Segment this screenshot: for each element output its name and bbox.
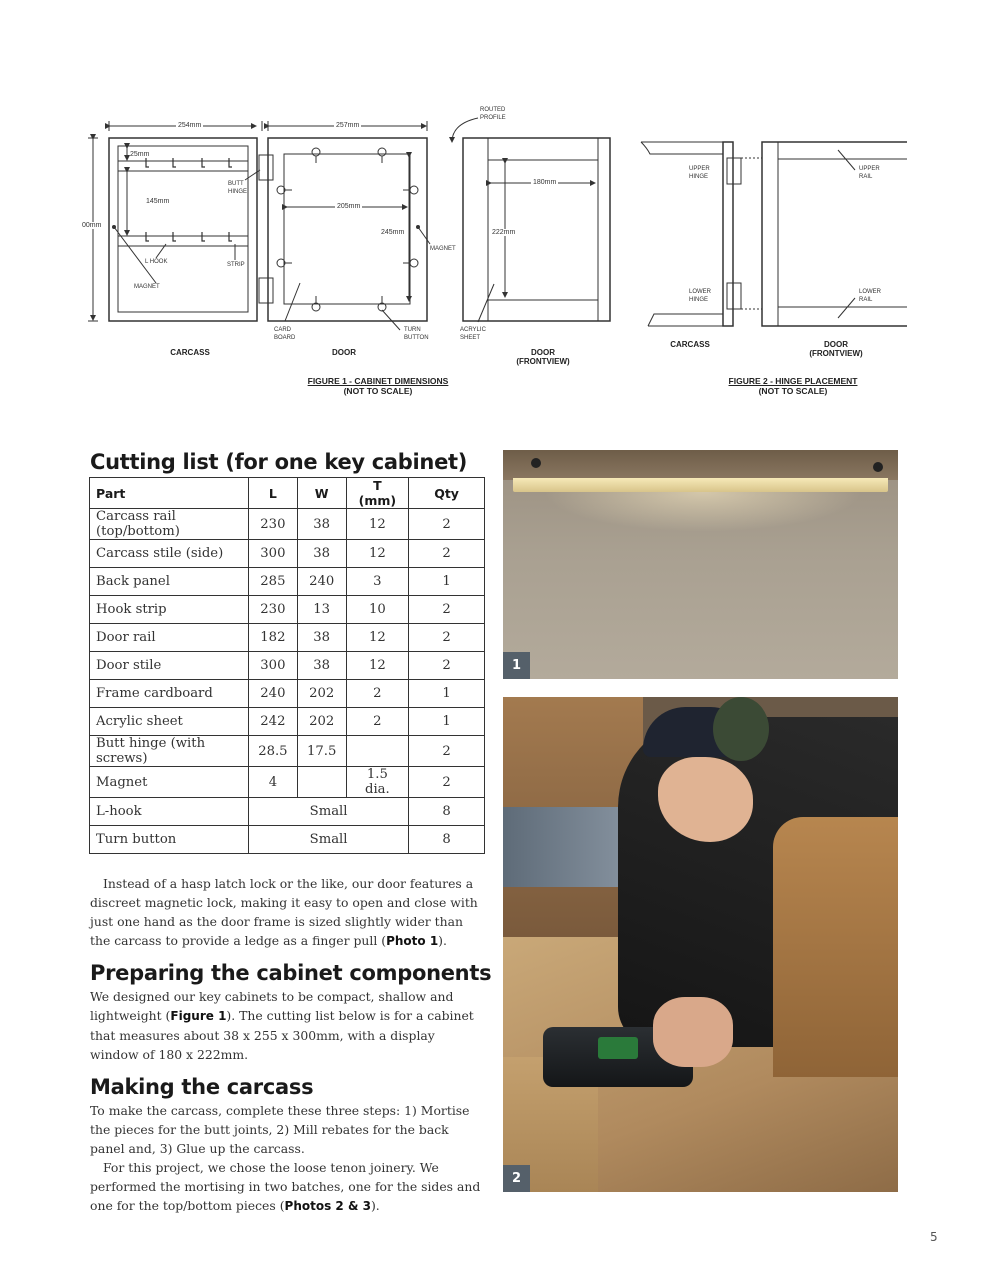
section-heading-carcass: Making the carcass — [90, 1075, 314, 1099]
fig2-carcass-caption: CARCASS — [670, 340, 710, 349]
cell-value — [297, 767, 346, 798]
door-front-caption: DOOR (FRONTVIEW) — [516, 348, 570, 366]
cell-value: 2 — [409, 509, 485, 540]
table-row — [90, 708, 485, 736]
cell-value: 2 — [346, 680, 409, 708]
header-l: L — [249, 478, 298, 509]
cell-value: 242 — [249, 708, 298, 736]
cell-value: 8 — [409, 826, 485, 854]
cell-part: Turn button — [90, 826, 249, 854]
cell-value: 8 — [409, 798, 485, 826]
section-heading-preparing: Preparing the cabinet components — [90, 961, 492, 985]
photo-2-number: 2 — [503, 1165, 530, 1192]
cell-value: 202 — [297, 708, 346, 736]
cell-value: 12 — [346, 652, 409, 680]
cell-value: 38 — [297, 540, 346, 568]
figure-1-caption: FIGURE 1 - CABINET DIMENSIONS (NOT TO SCALE) — [307, 376, 449, 396]
butt-hinge-label: BUTT HINGE — [228, 181, 248, 195]
carcass-paragraphs: To make the carcass, complete these three steps: 1) Mortise the pieces for the butt joints, 2) Mill rebates for the back panel and, 3) Glue up the carcass. For this project, we chose the loose tenon joinery. We performed the mortising in two batches, one for the sides and one for the top/bottom pieces (Photos 2 & 3). — [90, 1103, 481, 1213]
cell-value: Small — [249, 798, 409, 826]
cell-value: 1.5 dia. — [346, 767, 409, 798]
cell-part: Magnet — [90, 767, 249, 798]
cell-part: L-hook — [90, 798, 249, 826]
intro-paragraph: Instead of a hasp latch lock or the like, our door features a discreet magnetic lock, making it easy to open and close with just one hand as the door frame is sized slightly wider than the carcass to provide a ledge as a finger pull (Photo 1). — [90, 876, 478, 948]
cell-value: 4 — [249, 767, 298, 798]
door-caption: DOOR — [332, 348, 356, 357]
header-t: T (mm) — [346, 478, 409, 509]
header-w: W — [297, 478, 346, 509]
routed-profile-label: ROUTED PROFILE — [480, 107, 506, 121]
header-qty: Qty — [409, 478, 485, 509]
cell-part: Carcass stile (side) — [90, 540, 249, 568]
cell-value: 13 — [297, 596, 346, 624]
cell-value — [346, 736, 409, 767]
table-row — [90, 540, 485, 568]
photo-2-hand — [653, 997, 733, 1067]
cell-value: 202 — [297, 680, 346, 708]
cell-value: 12 — [346, 624, 409, 652]
table-row — [90, 568, 485, 596]
cell-value: 17.5 — [297, 736, 346, 767]
photo-1-cabinet-top — [503, 450, 898, 480]
cell-part: Acrylic sheet — [90, 708, 249, 736]
cell-value: 12 — [346, 509, 409, 540]
cell-value: 240 — [249, 680, 298, 708]
upper-rail-label: UPPER RAIL — [859, 166, 880, 180]
table-header-row — [90, 478, 485, 509]
dim-door-inner-width: 205mm — [337, 203, 361, 210]
photo-1-knob-left — [531, 458, 541, 468]
photo-1-ledge — [513, 478, 888, 492]
acrylic-sheet-label: ACRYLIC SHEET — [460, 327, 486, 341]
cell-part: Frame cardboard — [90, 680, 249, 708]
lower-rail-label: LOWER RAIL — [859, 289, 882, 303]
cell-value: 2 — [409, 736, 485, 767]
cell-value: 38 — [297, 652, 346, 680]
photo-2-apron — [773, 817, 898, 1077]
cell-value: 1 — [409, 568, 485, 596]
strip-label: STRIP — [227, 262, 245, 268]
preparing-paragraph: We designed our key cabinets to be compact, shallow and lightweight (Figure 1). The cutting list below is for a cabinet that measures about 38 x 255 x 300mm, with a display window of 180 x 222mm. — [90, 989, 474, 1062]
upper-hinge-label: UPPER HINGE — [689, 166, 710, 180]
cell-part: Carcass rail (top/bottom) — [90, 509, 249, 540]
dim-carcass-width: 254mm — [178, 122, 202, 129]
cell-part: Back panel — [90, 568, 249, 596]
cell-value: 230 — [249, 509, 298, 540]
table-row — [90, 767, 485, 798]
cell-value: 300 — [249, 652, 298, 680]
cell-value: 2 — [409, 767, 485, 798]
dim-front-width: 180mm — [533, 179, 557, 186]
l-hook-label: L HOOK — [145, 259, 168, 265]
cell-part: Door stile — [90, 652, 249, 680]
cell-value: 2 — [346, 708, 409, 736]
cell-value: 2 — [409, 540, 485, 568]
table-row — [90, 624, 485, 652]
cell-part: Door rail — [90, 624, 249, 652]
dim-door-inner-height: 245mm — [381, 229, 405, 236]
dim-door-width: 257mm — [336, 122, 360, 129]
card-board-label: CARD BOARD — [274, 327, 296, 341]
photo-1-knob-right — [873, 462, 883, 472]
cell-value: 2 — [409, 652, 485, 680]
cutting-list-title: Cutting list (for one key cabinet) — [90, 450, 468, 474]
table-row — [90, 736, 485, 767]
cell-value: 182 — [249, 624, 298, 652]
cell-value: 12 — [346, 540, 409, 568]
table-row — [90, 798, 485, 826]
cell-value: 2 — [409, 624, 485, 652]
cell-value: 10 — [346, 596, 409, 624]
cell-part: Hook strip — [90, 596, 249, 624]
photo-1-number: 1 — [503, 652, 530, 679]
header-part: Part — [90, 478, 249, 509]
magnet-door-label: MAGNET — [430, 246, 456, 252]
cell-value: 38 — [297, 509, 346, 540]
photo-1 — [503, 450, 898, 679]
lower-hinge-label: LOWER HINGE — [689, 289, 712, 303]
page-number: 5 — [930, 1230, 938, 1244]
dim-front-height: 222mm — [492, 229, 516, 236]
cutting-list-table — [89, 477, 485, 854]
table-row — [90, 596, 485, 624]
table-row — [90, 509, 485, 540]
carcass-caption: CARCASS — [170, 348, 210, 357]
dim-height: 00mm — [82, 222, 102, 229]
cell-part: Butt hinge (with screws) — [90, 736, 249, 767]
cell-value: 38 — [297, 624, 346, 652]
cell-value: 3 — [346, 568, 409, 596]
photo-2-tool-badge — [598, 1037, 638, 1059]
figure-2-caption: FIGURE 2 - HINGE PLACEMENT (NOT TO SCALE) — [728, 376, 858, 396]
cell-value: 300 — [249, 540, 298, 568]
table-row — [90, 826, 485, 854]
photo-2 — [503, 697, 898, 1192]
table-row — [90, 652, 485, 680]
turn-button-label: TURN BUTTON — [404, 327, 429, 341]
cell-value: 1 — [409, 708, 485, 736]
photo-2-earmuff — [713, 697, 769, 761]
cell-value: Small — [249, 826, 409, 854]
photo-1-glow — [543, 492, 863, 532]
cell-value: 285 — [249, 568, 298, 596]
cell-value: 230 — [249, 596, 298, 624]
table-row — [90, 680, 485, 708]
cell-value: 240 — [297, 568, 346, 596]
dim-hook-spacing: 145mm — [146, 198, 170, 205]
magnet-label: MAGNET — [134, 284, 160, 290]
dim-top-gap: 25mm — [130, 151, 150, 158]
cell-value: 28.5 — [249, 736, 298, 767]
cell-value: 2 — [409, 596, 485, 624]
fig2-door-front-caption: DOOR (FRONTVIEW) — [809, 340, 863, 358]
cell-value: 1 — [409, 680, 485, 708]
